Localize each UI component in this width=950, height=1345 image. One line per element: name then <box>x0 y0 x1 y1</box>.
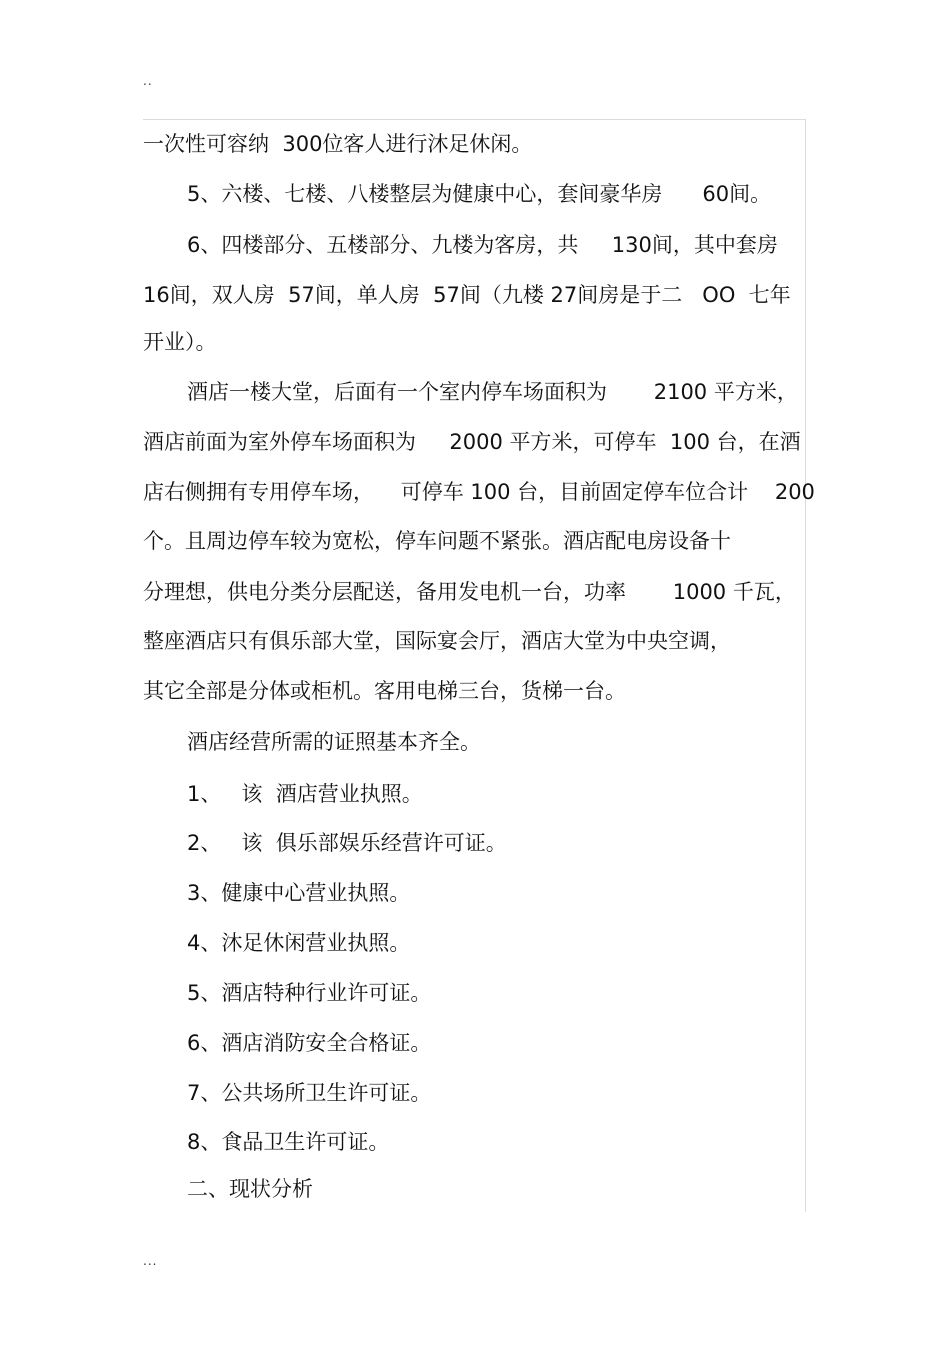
text-line: 分理想，供电分类分层配送，备用发电机一台，功率 1000 千瓦， <box>143 580 796 604</box>
list-item: 4、沐足休闲营业执照。 <box>187 931 411 955</box>
text-line: 5、六楼、七楼、八楼整层为健康中心，套间豪华房 60间。 <box>187 182 772 206</box>
text-line: 16间，双人房 57间，单人房 57间（九楼 27间房是于二 OO 七年 <box>143 283 791 307</box>
list-item: 8、食品卫生许可证。 <box>187 1130 390 1154</box>
list-item: 1、 该 酒店营业执照。 <box>187 782 423 806</box>
text-line: 酒店经营所需的证照基本齐全。 <box>187 730 481 754</box>
section-heading: 二、现状分析 <box>187 1177 313 1201</box>
list-item: 7、公共场所卫生许可证。 <box>187 1081 432 1105</box>
page-header-mark: .. <box>143 74 153 88</box>
list-item: 2、 该 俱乐部娱乐经营许可证。 <box>187 831 507 855</box>
list-item: 3、健康中心营业执照。 <box>187 881 411 905</box>
text-line: 酒店一楼大堂，后面有一个室内停车场面积为 2100 平方米， <box>187 380 798 404</box>
text-line: 个。且周边停车较为宽松，停车问题不紧张。酒店配电房设备十 <box>143 529 731 553</box>
text-line: 开业）。 <box>143 330 217 354</box>
text-line: 店右侧拥有专用停车场， 可停车 100 台，目前固定停车位合计 200 <box>143 480 815 504</box>
text-line: 一次性可容纳 300位客人进行沐足休闲。 <box>143 132 533 156</box>
text-line: 整座酒店只有俱乐部大堂，国际宴会厅，酒店大堂为中央空调， <box>143 629 731 653</box>
list-item: 6、酒店消防安全合格证。 <box>187 1031 432 1055</box>
text-line: 酒店前面为室外停车场面积为 2000 平方米，可停车 100 台，在酒 <box>143 430 801 454</box>
text-line: 其它全部是分体或柜机。客用电梯三台，货梯一台。 <box>143 679 626 703</box>
text-line: 6、四楼部分、五楼部分、九楼为客房，共 130间，其中套房 <box>187 233 778 257</box>
list-item: 5、酒店特种行业许可证。 <box>187 981 432 1005</box>
page-footer-mark: ... <box>143 1254 158 1268</box>
